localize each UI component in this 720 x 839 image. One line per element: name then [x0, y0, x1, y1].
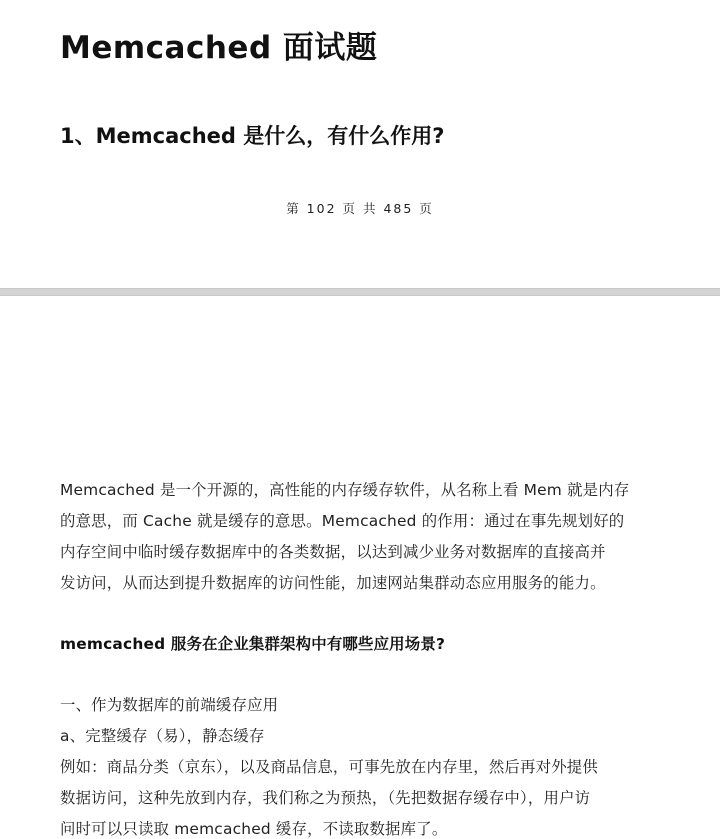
intro-paragraph — [60, 475, 666, 599]
paragraph-line: 一、作为数据库的前端缓存应用 — [60, 696, 279, 714]
page-separator — [0, 288, 720, 296]
document-page — [0, 0, 720, 288]
page-number: 第 102 页 共 485 页 — [286, 201, 434, 216]
paragraph-line: 数据访问，这种先放到内存，我们称之为预热，（先把数据存缓存中），用户访 — [60, 789, 591, 807]
document-page — [0, 296, 720, 839]
question-heading: 1、Memcached 是什么，有什么作用? — [60, 124, 445, 148]
paragraph-line: 的意思，而 Cache 就是缓存的意思。Memcached 的作用：通过在事先规划好的 — [60, 512, 625, 530]
paragraph-line: a、完整缓存（易），静态缓存 — [60, 727, 265, 745]
paragraph-line: 发访问，从而达到提升数据库的访问性能，加速网站集群动态应用服务的能力。 — [60, 574, 606, 592]
paragraph-line: 问时可以只读取 memcached 缓存，不读取数据库了。 — [60, 820, 448, 838]
paragraph-line: 例如：商品分类（京东），以及商品信息，可事先放在内存里，然后再对外提供 — [60, 758, 598, 776]
paragraph-line: Memcached 是一个开源的，高性能的内存缓存软件，从名称上看 Mem 就是内存 — [60, 481, 630, 499]
document-title: Memcached 面试题 — [60, 30, 378, 66]
paragraph-line: 内存空间中临时缓存数据库中的各类数据，以达到减少业务对数据库的直接高并 — [60, 543, 606, 561]
section-heading: memcached 服务在企业集群架构中有哪些应用场景? — [60, 635, 446, 653]
usecase-paragraph — [60, 690, 666, 839]
